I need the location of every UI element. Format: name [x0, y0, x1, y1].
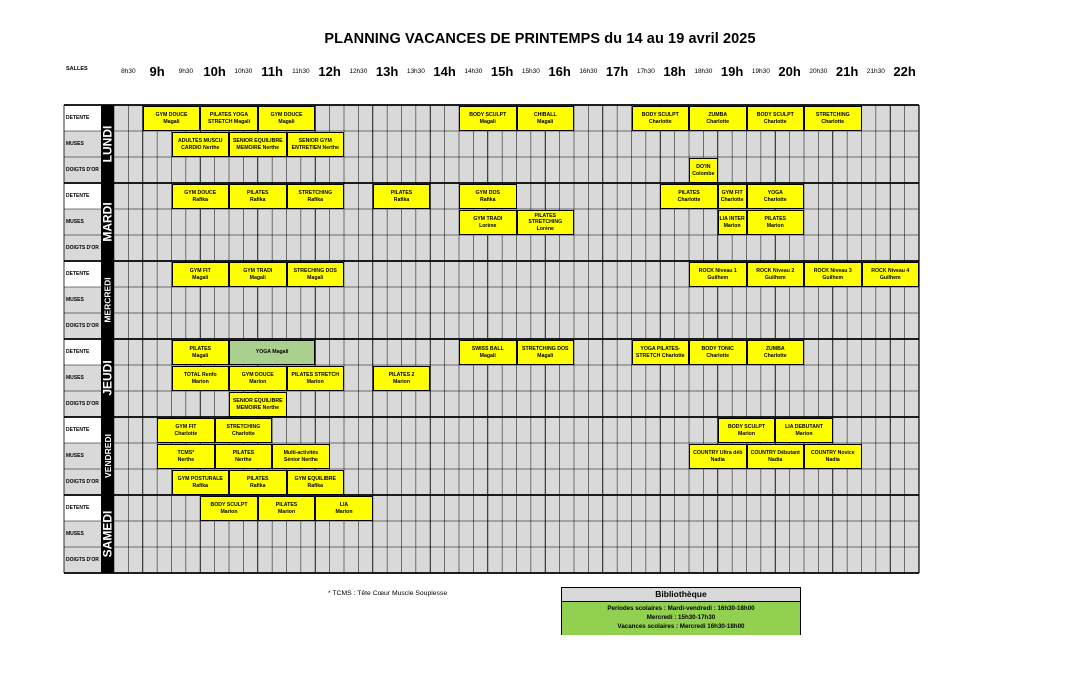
day-label: SAMEDI [100, 510, 115, 558]
activity-block [718, 210, 747, 235]
activity-block [459, 210, 517, 235]
room-label: DETENTE [66, 427, 90, 433]
room-label: MUSES [66, 297, 84, 303]
activity-text: MEMOIRE Nerthe [236, 144, 280, 151]
activity-text: Guilhem [879, 274, 901, 281]
activity-block [229, 470, 287, 495]
activity-text: Rafika [307, 196, 324, 203]
time-label: 13h [375, 63, 399, 79]
activity-text: STRETCHING [298, 190, 333, 196]
activity-text: Charlotte [648, 118, 672, 125]
activity-text: COUNTRY Novice [810, 450, 855, 456]
activity-text: ZUMBA [765, 346, 785, 352]
activity-block [459, 340, 517, 365]
activity-block [747, 106, 805, 131]
activity-block [747, 184, 805, 209]
bibliotheque-hours [562, 602, 800, 635]
time-label: 16h [548, 63, 571, 79]
activity-text: PILATES [390, 190, 413, 196]
activity-block [689, 340, 747, 365]
activity-text: GYM DOUCE [241, 372, 274, 378]
day-label: VENDREDI [102, 434, 113, 478]
room-label: DETENTE [66, 271, 90, 277]
activity-text: STRETCHING [815, 112, 850, 118]
activity-text: Charlotte [677, 196, 701, 203]
activity-text: PILATES [534, 212, 557, 219]
time-label: 15h30 [521, 67, 540, 75]
activity-text: PILATES [246, 190, 269, 196]
time-label: 13h30 [406, 67, 425, 75]
activity-block [172, 340, 230, 365]
activity-block [459, 184, 517, 209]
footnote: * TCMS : Tête Cœur Muscle Souplesse [328, 590, 448, 597]
activity-text: Lorène [479, 222, 497, 229]
activity-text: YOGA PILATES- [640, 346, 681, 352]
activity-text: Rafika [192, 196, 209, 203]
time-label: 15h [490, 63, 514, 79]
activity-block [315, 496, 373, 521]
time-label: 11h30 [292, 67, 310, 75]
activity-block [272, 444, 330, 469]
activity-text: ROCK Niveau 1 [698, 268, 737, 274]
activity-text: PILATES [764, 216, 787, 222]
activity-text: Sénior Nerthe [283, 456, 318, 463]
activity-text: GYM FIT Charlotte [720, 190, 744, 203]
activity-text: PILATES YOGA [209, 112, 249, 118]
activity-block [172, 132, 230, 157]
activity-text: SENIOR EQUILIBRE [232, 398, 283, 404]
activity-text: SENIOR EQUILIBRE [232, 138, 283, 144]
activity-text: STRECHING DOS [293, 268, 337, 274]
activity-block [689, 444, 747, 469]
activity-text: ADULTES MUSCU [177, 138, 223, 144]
activity-text: CHIBALL [533, 112, 557, 118]
room-label: DETENTE [66, 349, 90, 355]
activity-text: ROCK Niveau 4 [871, 268, 910, 274]
room-label: DOIGTS D'OR [66, 245, 99, 251]
time-label: 9h30 [178, 67, 194, 75]
activity-text: Charlotte [706, 118, 730, 125]
activity-text: GYM FIT [189, 268, 211, 274]
activity-text: Rafika [249, 196, 266, 203]
activity-text: Charlotte [706, 352, 730, 359]
activity-block [632, 106, 690, 131]
activity-text: GYM DOUCE [270, 112, 303, 118]
activity-text: Charlotte [763, 352, 787, 359]
time-label: 12h30 [349, 67, 368, 75]
activity-text: TCMS* [177, 450, 195, 456]
activity-block [215, 418, 273, 443]
time-label: 22h [893, 63, 916, 79]
activity-block [775, 418, 833, 443]
activity-text: GYM DOUCE [184, 190, 217, 196]
activity-text: ENTRETIEN Nerthe [291, 144, 339, 151]
activity-block [689, 262, 747, 287]
activity-text: Rafika [249, 482, 266, 489]
activity-block [172, 366, 230, 391]
day-label: LUNDI [100, 125, 115, 163]
activity-text: COUNTRY Débutant [750, 450, 800, 456]
salles-label: SALLES [66, 66, 88, 72]
activity-block [229, 392, 287, 417]
activity-text: Marion [795, 430, 813, 437]
activity-text: ROCK Niveau 2 [756, 268, 795, 274]
activity-text: ROCK Niveau 3 [813, 268, 852, 274]
activity-block [172, 470, 230, 495]
activity-text: Marion [277, 508, 295, 515]
activity-text: Magali [192, 352, 209, 359]
bibliotheque-line: Vacances scolaires : Mercredi 16h30-18h00 [617, 622, 745, 630]
room-label: DOIGTS D'OR [66, 167, 99, 173]
activity-block [517, 340, 575, 365]
time-label: 21h [835, 63, 859, 79]
activity-text: BODY SCULPT [469, 112, 507, 118]
activity-text: YOGA [767, 190, 783, 196]
activity-text: PILATES 2 [388, 372, 415, 378]
time-label: 8h30 [121, 67, 136, 75]
activity-text: Magali [249, 274, 266, 281]
activity-text: GYM POSTURALE [177, 476, 223, 482]
room-label: DOIGTS D'OR [66, 557, 99, 563]
activity-text: PILATES [189, 346, 212, 352]
activity-text: BODY SCULPT [756, 112, 794, 118]
activity-text: PILATES [246, 476, 269, 482]
time-label: 12h [318, 63, 341, 79]
time-label: 11h [261, 63, 283, 79]
room-label: DOIGTS D'OR [66, 401, 99, 407]
activity-block [229, 184, 287, 209]
activity-block [287, 366, 345, 391]
activity-text: Magali [537, 352, 554, 359]
bibliotheque-line: Periodes scolaires : Mardi-vendredi : 16h30-18h00 [607, 605, 755, 613]
time-label: 9h [149, 63, 165, 79]
activity-text: LIA INTER [719, 216, 745, 222]
activity-text: ZUMBA [708, 112, 728, 118]
room-label: MUSES [66, 219, 84, 225]
activity-text: GYM DOS [475, 190, 500, 196]
time-label: 17h [605, 63, 629, 79]
activity-text: Magali [479, 118, 496, 125]
activity-text: Guilhem [707, 274, 729, 281]
activity-text: BODY TONIC [701, 346, 734, 352]
activity-block [517, 106, 575, 131]
activity-text: Magali [192, 274, 209, 281]
room-label: DOIGTS D'OR [66, 323, 99, 329]
activity-text: Rafika [307, 482, 324, 489]
room-label: DETENTE [66, 505, 90, 511]
activity-block [660, 184, 718, 209]
activity-text: PILATES [275, 502, 298, 508]
activity-block [517, 210, 575, 235]
time-label: 14h [433, 63, 456, 79]
activity-block [373, 184, 431, 209]
activity-text: Nerthe [235, 456, 252, 463]
activity-text: Marion [335, 508, 353, 515]
activity-block [215, 444, 273, 469]
activity-text: Magali [537, 118, 554, 125]
activity-text: LIA [339, 502, 349, 508]
activity-block [689, 158, 718, 183]
bibliotheque-box [561, 587, 801, 635]
time-label: 19h30 [751, 67, 770, 75]
activity-block [747, 444, 805, 469]
activity-block [143, 106, 201, 131]
activity-text: Charlotte [763, 118, 787, 125]
activity-block [229, 262, 287, 287]
bibliotheque-line: Mercredi : 15h30-17h30 [646, 614, 716, 621]
page-title: PLANNING VACANCES DE PRINTEMPS du 14 au 19 avril 2025 [324, 31, 756, 47]
room-label: MUSES [66, 531, 84, 537]
bibliotheque-title: Bibliothèque [562, 588, 800, 602]
room-label: MUSES [66, 453, 84, 459]
activity-block [804, 262, 862, 287]
activity-block [287, 184, 345, 209]
activity-text: Charlotte [763, 196, 787, 203]
room-label: DOIGTS D'OR [66, 479, 99, 485]
time-label: 16h30 [579, 67, 598, 75]
activity-text: Charlotte [821, 118, 845, 125]
activity-text: Multi-activités [283, 450, 319, 456]
activity-block [200, 496, 258, 521]
room-label: MUSES [66, 141, 84, 147]
activity-text: Lorène [536, 225, 554, 232]
time-label: 19h [720, 63, 744, 79]
activity-text: GYM TRADI [243, 268, 273, 274]
room-label: DETENTE [66, 193, 90, 199]
activity-text: Marion [392, 378, 410, 385]
activity-block [287, 470, 345, 495]
day-label: MARDI [100, 202, 115, 242]
time-label: 17h30 [636, 67, 655, 75]
activity-text: STRETCHING [226, 424, 261, 430]
activity-block [287, 132, 345, 157]
activity-text: Marion [766, 222, 784, 229]
activity-text: SENIOR GYM [298, 138, 332, 144]
activity-text: Rafika [192, 482, 209, 489]
activity-text: GYM DOUCE [155, 112, 188, 118]
activity-block [373, 366, 431, 391]
time-label: 14h30 [464, 67, 483, 75]
activity-text: CARDIO Nerthe [181, 144, 220, 151]
activity-text: Magali [307, 274, 324, 281]
activity-text: Marion [306, 378, 324, 385]
activity-block [747, 210, 805, 235]
activity-text: Marion [249, 378, 267, 385]
activity-block [459, 106, 517, 131]
activity-text: Charlotte [174, 430, 198, 437]
activity-block [804, 444, 862, 469]
activity-text: STRETCHING DOS [522, 346, 569, 352]
activity-block [718, 418, 776, 443]
time-label: 10h30 [234, 67, 253, 75]
activity-block [862, 262, 920, 287]
activity-text: Guilhem [764, 274, 786, 281]
activity-text: STRETCHING [528, 219, 563, 226]
activity-text: PILATES STRETCH [291, 372, 339, 378]
activity-text: BODY SCULPT [641, 112, 679, 118]
activity-text: Magali [278, 118, 295, 125]
activity-text: Guilhem [822, 274, 844, 281]
activity-block [632, 340, 690, 365]
activity-block [258, 496, 316, 521]
activity-block [747, 262, 805, 287]
activity-text: STRETCH Charlotte [635, 352, 685, 359]
time-label: 20h [778, 63, 801, 79]
activity-text: Nadia [768, 456, 783, 463]
day-label: MERCREDI [102, 277, 113, 323]
activity-text: SWISS BALL [471, 346, 504, 352]
activity-text: Marion [191, 378, 209, 385]
activity-text: Nadia [825, 456, 840, 463]
activity-text: Nerthe [177, 456, 195, 463]
activity-text: BODY SCULPT [210, 502, 248, 508]
activity-block [718, 184, 747, 209]
activity-text: TOTAL Renfo [183, 372, 217, 378]
activity-text: Charlotte [231, 430, 255, 437]
activity-text: Marion [723, 222, 741, 229]
activity-text: Marion [737, 430, 755, 437]
activity-text: PILATES [232, 450, 255, 456]
activity-block [200, 106, 258, 131]
time-label: 18h [663, 63, 686, 79]
activity-text: PILATES [678, 190, 700, 196]
activity-text: MEMOIRE Nerthe [236, 404, 280, 411]
activity-text: GYM TRADI [473, 216, 503, 222]
activity-text: DO'IN [696, 164, 711, 170]
activity-text: YOGA Magali [255, 349, 289, 356]
activity-text: Nadia [710, 456, 725, 463]
time-label: 20h30 [809, 67, 828, 75]
activity-text: GYM EQUILIBRE [294, 476, 336, 482]
activity-text: LIA DEBUTANT [785, 424, 823, 430]
time-label: 10h [203, 63, 226, 79]
activity-text: GYM FIT [175, 424, 197, 430]
activity-text: Magali [163, 118, 180, 125]
activity-text: Rafika [479, 196, 496, 203]
activity-text: Magali [479, 352, 496, 359]
activity-text: Marion [220, 508, 238, 515]
room-label: DETENTE [66, 115, 90, 121]
activity-block [172, 184, 230, 209]
activity-block [229, 132, 287, 157]
day-label: JEUDI [100, 360, 115, 396]
activity-block [804, 106, 862, 131]
activity-text: STRETCH Magali [207, 118, 251, 125]
time-label: 18h30 [694, 67, 713, 75]
activity-block [229, 366, 287, 391]
activity-block [157, 444, 215, 469]
activity-text: COUNTRY Ultra déb [693, 450, 743, 456]
activity-block [172, 262, 230, 287]
activity-block [747, 340, 805, 365]
activity-text: Colombe [692, 170, 715, 177]
activity-block [157, 418, 215, 443]
activity-text: Rafika [393, 196, 410, 203]
activity-block [229, 340, 315, 365]
activity-block [258, 106, 316, 131]
activity-block [287, 262, 345, 287]
activity-text: BODY SCULPT [727, 424, 766, 430]
activity-block [689, 106, 747, 131]
room-label: MUSES [66, 375, 84, 381]
time-label: 21h30 [866, 67, 885, 75]
